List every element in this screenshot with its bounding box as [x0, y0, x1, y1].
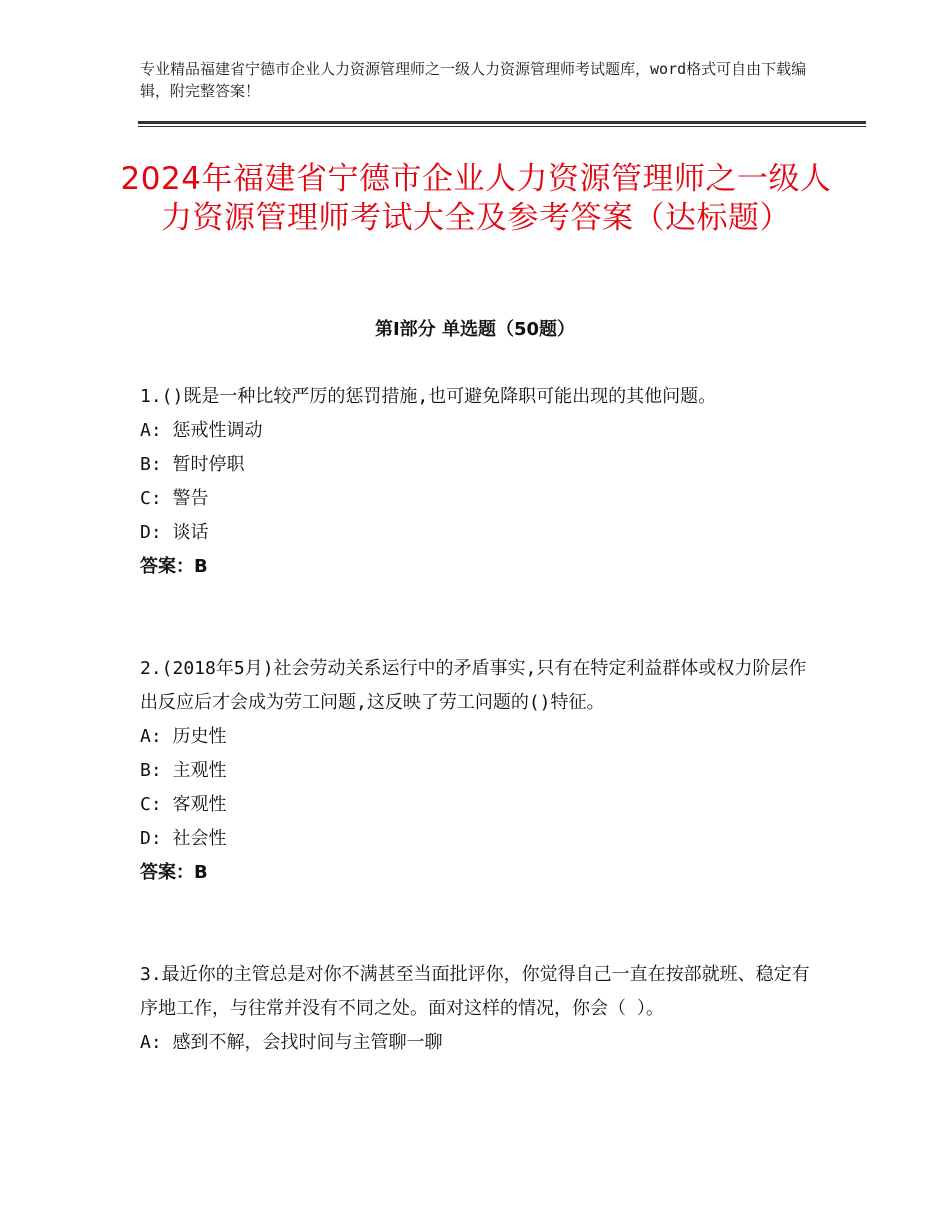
- answer: 答案：B: [140, 862, 208, 883]
- answer: 答案：B: [140, 556, 208, 577]
- option-d: D: 谈话: [140, 522, 209, 543]
- option-c: C: 客观性: [140, 794, 227, 815]
- question-text: 3.最近你的主管总是对你不满甚至当面批评你，你觉得自己一直在按部就班、稳定有序地工作，与往常并没有不同之处。面对这样的情况，你会（ ）。: [140, 964, 810, 1019]
- header-divider: [138, 121, 866, 124]
- header-note: 专业精品福建省宁德市企业人力资源管理师之一级人力资源管理师考试题库，word格式可自由下载编辑，附完整答案！: [140, 60, 807, 100]
- document-title: 2024年福建省宁德市企业人力资源管理师之一级人力资源管理师考试大全及参考答案（达标题）: [120, 161, 832, 236]
- option-a: A: 感到不解，会找时间与主管聊一聊: [140, 1032, 443, 1053]
- section-heading: 第Ⅰ部分 单选题（50题）: [374, 319, 575, 340]
- option-d: D: 社会性: [140, 828, 227, 849]
- option-c: C: 警告: [140, 488, 209, 509]
- option-a: A: 惩戒性调动: [140, 420, 263, 441]
- question-3: [140, 958, 820, 1060]
- option-a: A: 历史性: [140, 726, 227, 747]
- question-text: 1.()既是一种比较严厉的惩罚措施,也可避免降职可能出现的其他问题。: [140, 386, 717, 407]
- question-text: 2.(2018年5月)社会劳动关系运行中的矛盾事实,只有在特定利益群体或权力阶层作出反应后才会成为劳工问题,这反映了劳工问题的()特征。: [140, 658, 807, 713]
- question-2: [140, 652, 820, 890]
- question-1: [140, 380, 820, 584]
- header-divider-thin: [138, 126, 866, 127]
- option-b: B: 暂时停职: [140, 454, 245, 475]
- option-b: B: 主观性: [140, 760, 227, 781]
